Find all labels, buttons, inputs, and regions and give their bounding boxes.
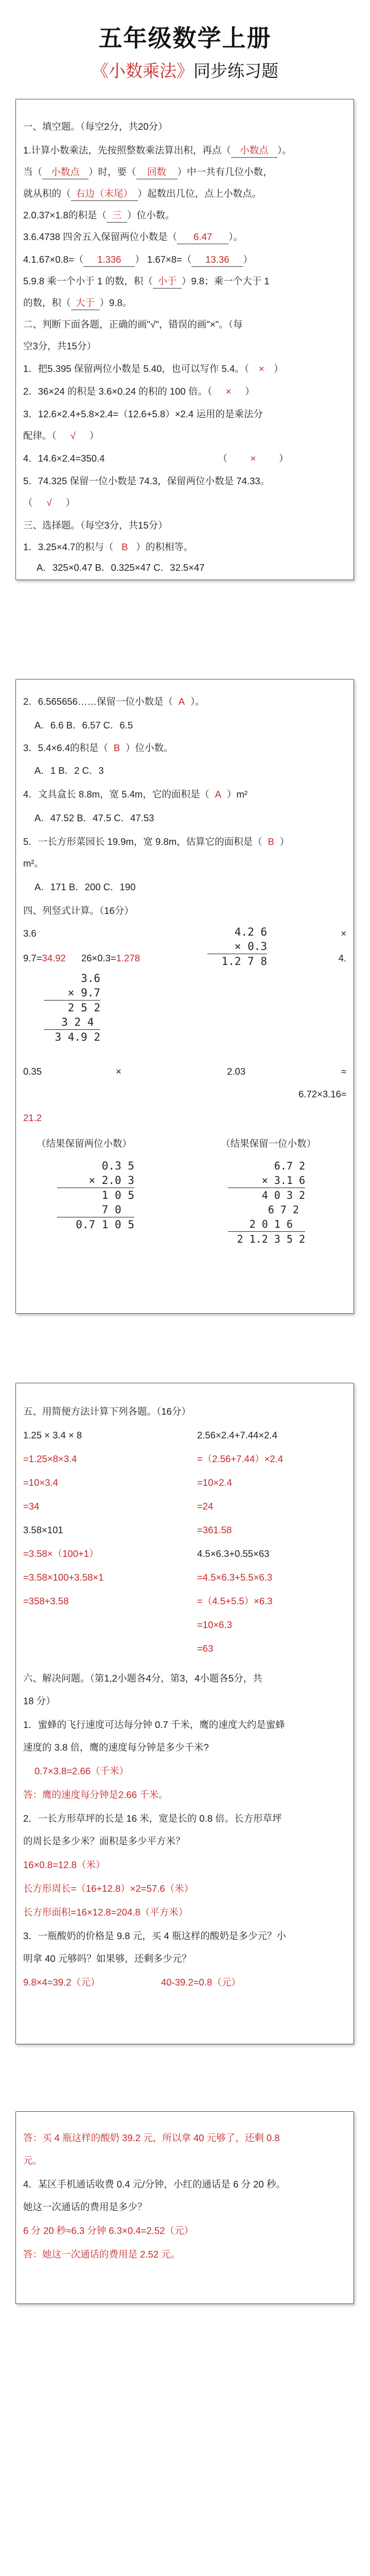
section4-title: 四、列竖式计算。（16分） (23, 905, 134, 916)
calc-row2-right-label: 4. (338, 953, 346, 963)
choice-3: 3．5.4×6.4的积是（ B ）位小数。 (23, 742, 173, 753)
judge-3-line2: 配律。（ √ ） (23, 430, 99, 441)
problem-3-answer-line2: 元。 (23, 2155, 43, 2166)
choice-5-unit: m²。 (23, 858, 44, 869)
problem-2-calc2: 长方形周长=（16+12.8）×2=57.6（米） (23, 1883, 194, 1894)
section6-title: 六、解决问题。（第1,2小题各4分，第3，4小题各5分，共 (23, 1673, 262, 1684)
problem-3-calc2: 40-39.2=0.8（元） (161, 1977, 241, 1988)
vertical-calc-0-35x2-03: 0.3 5 × 2.0 3 1 0 5 7 0 0.7 1 0 5 (57, 1159, 134, 1232)
q5-line1: 5.9.8 乘一个小于 1 的数，积（ 小于 ）9.8；乘一个大于 1 (23, 275, 346, 289)
choice-1-options: A．325×0.47 B．0.325×47 C．32.5×47 (37, 562, 205, 573)
problem-4-line2: 她这一次通话的费用是多少？ (23, 2201, 147, 2212)
section3-title: 三、选择题。（每空3分，共15分） (23, 520, 168, 531)
vertical-calc-6-72x3-16: 6.7 2 × 3.1 6 4 0 3 2 6 7 2 2 0 1 6 2 1.2 3 5 2 (228, 1159, 305, 1246)
choice-5-options: A．171 B．200 C．190 (34, 882, 136, 892)
calc-row2-left: 9.7=34.92 26×0.3=1.278 (23, 953, 140, 963)
problem-2-line2: 的周长是多少米？面积是多少平方米？ (23, 1836, 185, 1846)
calc-row1-times: × (341, 928, 346, 939)
problem-4-line1: 4．某区手机通话收费 0.4 元/分钟，小红的通话是 6 分 20 秒。 (23, 2179, 286, 2190)
simplify-4-result: =63 (197, 1643, 214, 1654)
q2-line: 2.0.37×1.8的积是（ 三 ）位小数。 (23, 209, 346, 223)
page-title: 五年级数学上册 (98, 25, 272, 52)
problem-3-calc1: 9.8×4=39.2（元） (23, 1977, 100, 1988)
keep-one-decimal-note: （结果保留一位小数） (221, 1138, 316, 1149)
card-section-5-6 (15, 1383, 354, 2044)
q5-line2: 的数，积（ 大于 ）9.8。 (23, 296, 346, 310)
problem-3-line1: 3．一瓶酸奶的价格是 9.8 元，买 4 瓶这样的酸奶是多少元？小 (23, 1930, 286, 1941)
card-section-6-cont (15, 2111, 354, 2304)
problem-2-calc1: 16×0.8=12.8（米） (23, 1859, 105, 1870)
section2-title: 二、判断下面各题，正确的画"√"，错误的画"×"。（每 (23, 319, 243, 330)
problem-2-line1: 2．一长方形草坪的长是 16 米，宽是长的 0.8 倍。长方形草坪 (23, 1813, 282, 1824)
calc-row3-times: × (116, 1066, 121, 1077)
judge-5-line1: 5．74.325 保留一位小数是 74.3，保留两位小数是 74.33。 (23, 476, 270, 486)
judge-1: 1．把5.395 保留两位小数是 5.40，也可以写作 5.4。（ × ） (23, 363, 284, 374)
problem-1-answer: 答：鹰的速度每分钟是2.66 千米。 (23, 1789, 168, 1800)
simplify-3-step3: =358+3.58 (23, 1596, 69, 1606)
simplify-4-step2: =（4.5+5.5）×6.3 (197, 1596, 273, 1606)
section1-title: 一、填空题。（每空2分，共20分） (23, 121, 168, 132)
subtitle-mark: 《小数乘法》 (92, 61, 193, 80)
card-section-1-3 (15, 99, 354, 580)
calc-row4-right: 6.72×3.16≈ (298, 1089, 346, 1099)
simplify-3-answer: =361.58 (197, 1524, 232, 1535)
judge-3-line1: 3．12.6×2.4+5.8×2.4=（12.6+5.8）×2.4 运用的是乘法分 (23, 409, 263, 419)
simplify-2-step1: =（2.56+7.44）×2.4 (197, 1453, 284, 1464)
choice-2-options: A．6.6 B．6.57 C．6.5 (34, 720, 133, 731)
problem-4-answer: 答：她这一次通话的费用是 2.52 元。 (23, 2249, 181, 2260)
simplify-4-step3: =10×6.3 (197, 1619, 232, 1630)
section2-title-cont: 空3分，共15分） (23, 341, 96, 351)
calc-row1-left: 3.6 (23, 928, 37, 939)
judge-4: 4．14.6×2.4=350.4 （ × ） (23, 453, 289, 464)
problem-1-calc: 0.7×3.8=2.66（千米） (34, 1766, 129, 1776)
problem-3-answer-line1: 答：买 4 瓶这样的酸奶 39.2 元，所以拿 40 元够了，还剩 0.8 (23, 2132, 280, 2143)
calc-row4-left-answer: 21.2 (23, 1112, 42, 1123)
q1-line2: 当（ 小数点 ）时，要（ 回数 ）中一共有几位小数， (23, 165, 346, 179)
calc-row3-left: 0.35 (23, 1066, 42, 1077)
simplify-4-expr: 4.5×6.3+0.55×63 (197, 1548, 270, 1559)
simplify-3-step2: =3.58×100+3.58×1 (23, 1572, 104, 1583)
choice-5: 5．一长方形菜园长 19.9m，宽 9.8m，估算它的面积是（ B ） (23, 836, 290, 847)
simplify-1-step1: =1.25×8×3.4 (23, 1453, 77, 1464)
choice-1: 1．3.25×4.7的积与（ B ）的积相等。 (23, 541, 193, 552)
problem-4-calc: 6 分 20 秒≈6.3 分钟 6.3×0.4=2.52（元） (23, 2225, 193, 2236)
simplify-2-step2: =10×2.4 (197, 1477, 232, 1488)
choice-4-options: A．47.52 B．47.5 C．47.53 (34, 812, 154, 823)
calc-row3-approx: ≈ (341, 1066, 346, 1077)
page-subtitle (0, 58, 370, 82)
q3-line: 3.6.4738 四舍五入保留两位小数是（ 6.47 ）。 (23, 230, 346, 244)
choice-3-options: A．1 B．2 C．3 (34, 765, 104, 776)
simplify-3-step1: =3.58×（100+1） (23, 1548, 99, 1559)
problem-1-line2: 速度的 3.8 倍，鹰的速度每分钟是多少千米? (23, 1742, 209, 1753)
section5-title: 五、用简便方法计算下列各题。（16分） (23, 1406, 191, 1417)
simplify-2-expr: 2.56×2.4+7.44×2.4 (197, 1430, 277, 1440)
simplify-4-step1: =4.5×6.3+5.5×6.3 (197, 1572, 273, 1583)
calc-row3-mid: 2.03 (227, 1066, 246, 1077)
simplify-2-result: =24 (197, 1501, 214, 1512)
vertical-calc-4-26x0-3: 4.2 6 × 0.3 1.2 7 8 (207, 925, 267, 969)
simplify-3-expr: 3.58×101 (23, 1524, 63, 1535)
judge-2: 2．36×24 的积是 3.6×0.24 的积的 100 倍。（ × ） (23, 386, 255, 397)
simplify-1-result: =34 (23, 1501, 40, 1512)
problem-2-calc3: 长方形面积=16×12.8=204.8（平方米） (23, 1907, 188, 1918)
card-section-3-4 (15, 679, 354, 1314)
q1-line1: 1.计算小数乘法，先按照整数乘法算出积，再点（ 小数点 ）。 (23, 144, 346, 158)
q4-line: 4.1.67×0.8=（ 1.336 ） 1.67×8=（ 13.36 ） (23, 253, 346, 267)
simplify-1-expr: 1.25 × 3.4 × 8 (23, 1430, 82, 1440)
keep-two-decimals-note: （结果保留两位小数） (37, 1138, 132, 1149)
problem-1-line1: 1．蜜蜂的飞行速度可达每分钟 0.7 千米，鹰的速度大约是蜜蜂 (23, 1719, 285, 1730)
judge-5-line2: （ √ ） (23, 497, 76, 508)
q1-line3: 就从积的（ 右边（末尾） ）起数出几位，点上小数点。 (23, 187, 346, 201)
problem-3-line2: 明拿 40 元够吗？如果够，还剩多少元？ (23, 1953, 191, 1964)
vertical-calc-3-6x9-7: 3.6 × 9.7 2 5 2 3 2 4 3 4.9 2 (44, 971, 100, 1044)
choice-2: 2．6.565656……保留一位小数是（ A ）。 (23, 696, 205, 707)
subtitle-rest: 同步练习题 (193, 61, 278, 80)
section6-title-cont: 18 分） (23, 1696, 56, 1706)
choice-4: 4．文具盒长 8.8m，宽 5.4m，它的面积是（ A ）m² (23, 789, 248, 800)
simplify-1-step2: =10×3.4 (23, 1477, 58, 1488)
